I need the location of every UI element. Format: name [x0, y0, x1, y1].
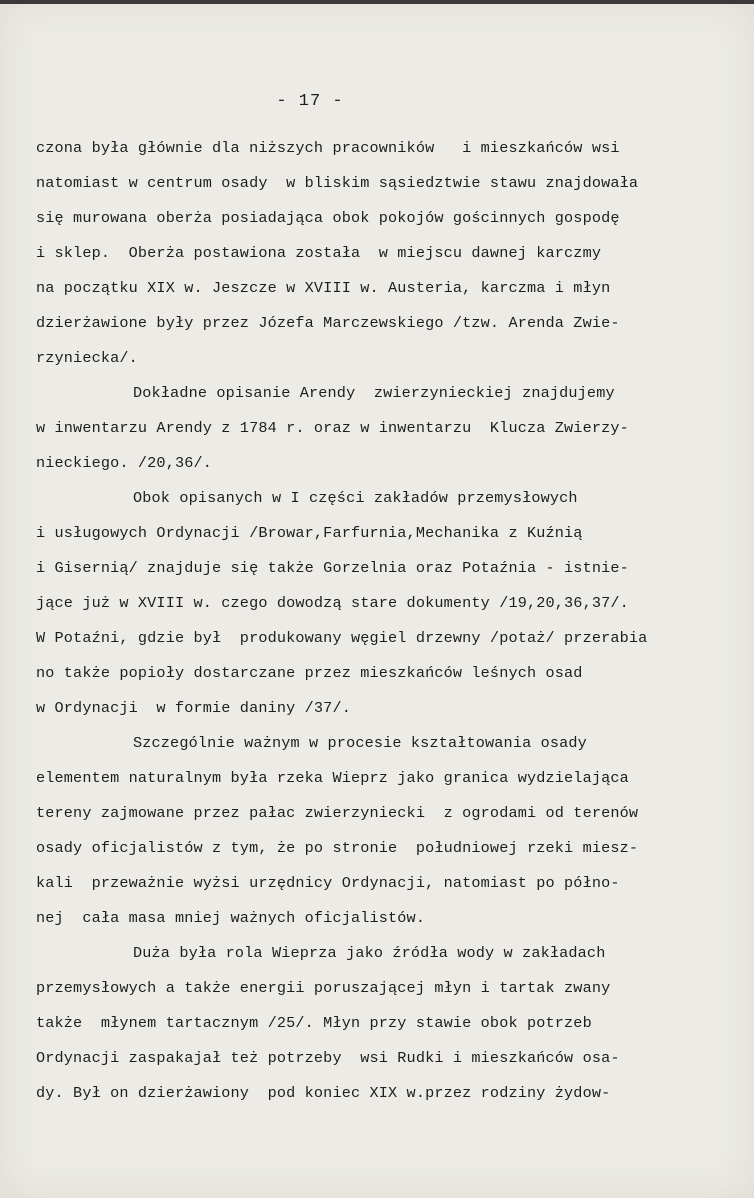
text-line: także młynem tartacznym /25/. Młyn przy stawie obok potrzeb: [36, 1014, 592, 1032]
body-text: [36, 131, 736, 1111]
text-line: i usługowych Ordynacji /Browar,Farfurnia,Mechanika z Kuźnią: [36, 524, 583, 542]
page-top-edge: [0, 0, 754, 4]
text-line: w inwentarzu Arendy z 1784 r. oraz w inwentarzu Klucza Zwierzy-: [36, 419, 629, 437]
text-line: kali przeważnie wyżsi urzędnicy Ordynacji, natomiast po półno-: [36, 874, 620, 892]
text-line: W Potaźni, gdzie był produkowany węgiel drzewny /potaż/ przerabia: [36, 629, 648, 647]
text-line: na początku XIX w. Jeszcze w XVIII w. Austeria, karczma i młyn: [36, 279, 611, 297]
text-line: tereny zajmowane przez pałac zwierzyniecki z ogrodami od terenów: [36, 804, 639, 822]
text-line: Ordynacji zaspakajał też potrzeby wsi Rudki i mieszkańców osa-: [36, 1049, 620, 1067]
text-line: i Gisernią/ znajduje się także Gorzelnia oraz Potaźnia - istnie-: [36, 559, 629, 577]
text-line: elementem naturalnym była rzeka Wieprz jako granica wydzielająca: [36, 769, 629, 787]
text-line: dy. Był on dzierżawiony pod koniec XIX w.przez rodziny żydow-: [36, 1084, 611, 1102]
text-line: no także popioły dostarczane przez mieszkańców leśnych osad: [36, 664, 583, 682]
text-line: Szczególnie ważnym w procesie kształtowania osady: [133, 734, 587, 752]
text-line: nej cała masa mniej ważnych oficjalistów.: [36, 909, 426, 927]
text-line: Duża była rola Wieprza jako źródła wody w zakładach: [133, 944, 606, 962]
text-line: czona była głównie dla niższych pracowników i mieszkańców wsi: [36, 139, 620, 157]
text-line: i sklep. Oberża postawiona została w miejscu dawnej karczmy: [36, 244, 602, 262]
text-line: Dokładne opisanie Arendy zwierzynieckiej znajdujemy: [133, 384, 615, 402]
text-line: się murowana oberża posiadająca obok pokojów gościnnych gospodę: [36, 209, 620, 227]
text-line: Obok opisanych w I części zakładów przemysłowych: [133, 489, 578, 507]
text-line: jące już w XVIII w. czego dowodzą stare dokumenty /19,20,36,37/.: [36, 594, 629, 612]
page-number: - 17 -: [276, 92, 344, 111]
text-line: dzierżawione były przez Józefa Marczewskiego /tzw. Arenda Zwie-: [36, 314, 620, 332]
text-line: osady oficjalistów z tym, że po stronie południowej rzeki miesz-: [36, 839, 639, 857]
text-line: w Ordynacji w formie daniny /37/.: [36, 699, 351, 717]
text-line: przemysłowych a także energii poruszającej młyn i tartak zwany: [36, 979, 611, 997]
text-line: rzyniecka/.: [36, 349, 138, 367]
text-line: natomiast w centrum osady w bliskim sąsiedztwie stawu znajdowała: [36, 174, 639, 192]
text-line: nieckiego. /20,36/.: [36, 454, 213, 472]
